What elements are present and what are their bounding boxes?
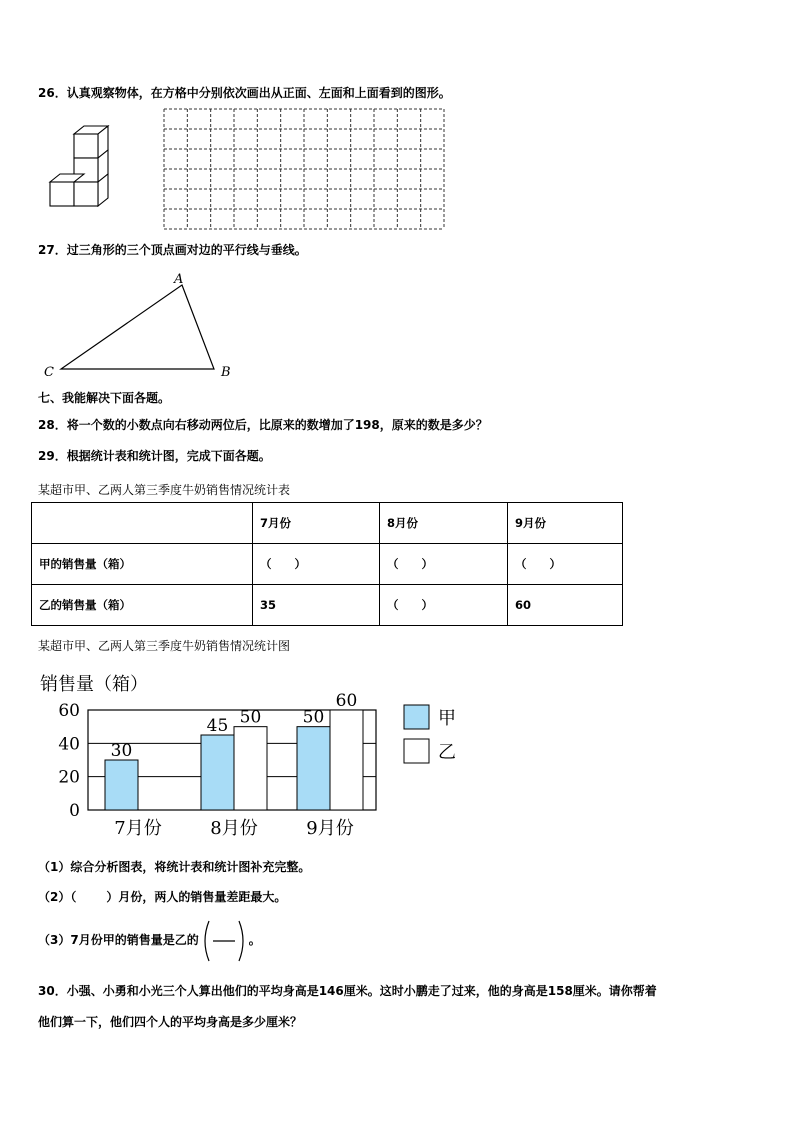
- legend-label: 甲: [438, 708, 456, 729]
- fraction-answer-blank[interactable]: [201, 919, 247, 963]
- bar-value-label: 60: [335, 691, 358, 711]
- table-cell: 乙的销售量（箱）: [32, 585, 253, 626]
- part-2-prefix: （2）（: [38, 890, 77, 904]
- table-cell: 60: [508, 585, 623, 626]
- bar-jia: [105, 760, 138, 810]
- bar-jia: [297, 727, 330, 810]
- table-row: [32, 544, 623, 585]
- vertex-b-label: B: [221, 365, 231, 380]
- table-row: [32, 585, 623, 626]
- table-cell-blank[interactable]: （ ）: [508, 544, 623, 585]
- question-30-line-2: 他们算一下，他们四个人的平均身高是多少厘米？: [38, 1015, 303, 1029]
- y-axis-label: 销售量（箱）: [40, 674, 148, 695]
- chart-title: 某超市甲、乙两人第三季度牛奶销售情况统计图: [38, 639, 291, 653]
- bar-jia: [201, 735, 234, 810]
- question-27-text: 27．过三角形的三个顶点画对边的平行线与垂线。: [38, 243, 307, 257]
- legend-label: 乙: [438, 742, 456, 763]
- part-2-suffix: ）月份，两人的销售量差距最大。: [106, 890, 287, 904]
- stats-table-title: 某超市甲、乙两人第三季度牛奶销售情况统计表: [38, 483, 291, 497]
- bar-value-label: 45: [206, 716, 229, 736]
- y-tick-label: 20: [58, 767, 80, 788]
- table-header-cell: 7月份: [253, 503, 380, 544]
- bar-chart: [30, 668, 490, 844]
- table-header-cell: 9月份: [508, 503, 623, 544]
- table-cell: 甲的销售量（箱）: [32, 544, 253, 585]
- question-28-text: 28．将一个数的小数点向右移动两位后，比原来的数增加了198，原来的数是多少？: [38, 418, 488, 432]
- question-29-part-2: [38, 888, 286, 905]
- question-30-line-1: 30．小强、小勇和小光三个人算出他们的平均身高是146厘米。这时小鹏走了过来，他的身高是158厘米。请你帮着: [38, 984, 657, 998]
- part-3-prefix: （3）7月份甲的销售量是乙的: [38, 933, 199, 947]
- table-cell-blank[interactable]: （ ）: [380, 585, 508, 626]
- bar-value-label: 50: [239, 707, 262, 728]
- table-cell-blank[interactable]: （ ）: [380, 544, 508, 585]
- table-header-row: [32, 503, 623, 544]
- triangle-figure: [38, 268, 248, 380]
- legend-swatch-jia: [404, 705, 429, 729]
- dashed-drawing-grid[interactable]: [163, 108, 447, 232]
- vertex-c-label: C: [44, 365, 54, 380]
- bar-yi: [234, 727, 267, 810]
- table-header-cell: [32, 503, 253, 544]
- section-7-heading: 七、我能解决下面各题。: [38, 391, 171, 405]
- question-29-part-1: （1）综合分析图表，将统计表和统计图补充完整。: [38, 860, 311, 874]
- question-26-text: 26．认真观察物体，在方格中分别依次画出从正面、左面和上面看到的图形。: [38, 86, 451, 100]
- stats-table: [31, 502, 623, 626]
- question-29-part-3: [38, 918, 261, 963]
- vertex-a-label: A: [174, 272, 184, 287]
- table-cell: 35: [253, 585, 380, 626]
- cube-stack-figure: [44, 124, 116, 220]
- question-29-text: 29．根据统计表和统计图，完成下面各题。: [38, 449, 271, 463]
- y-tick-label: 0: [69, 801, 80, 821]
- bar-value-label: 30: [110, 741, 133, 761]
- bar-yi: [330, 710, 363, 810]
- x-tick-label: 9月份: [306, 818, 354, 839]
- bar-value-label: 50: [302, 707, 325, 728]
- x-tick-label: 7月份: [114, 818, 162, 839]
- table-cell-blank[interactable]: （ ）: [253, 544, 380, 585]
- table-header-cell: 8月份: [380, 503, 508, 544]
- y-tick-label: 60: [58, 701, 80, 721]
- y-tick-label: 40: [58, 734, 80, 755]
- legend-swatch-yi: [404, 739, 429, 763]
- x-tick-label: 8月份: [210, 818, 258, 839]
- part-3-suffix: 。: [248, 933, 261, 947]
